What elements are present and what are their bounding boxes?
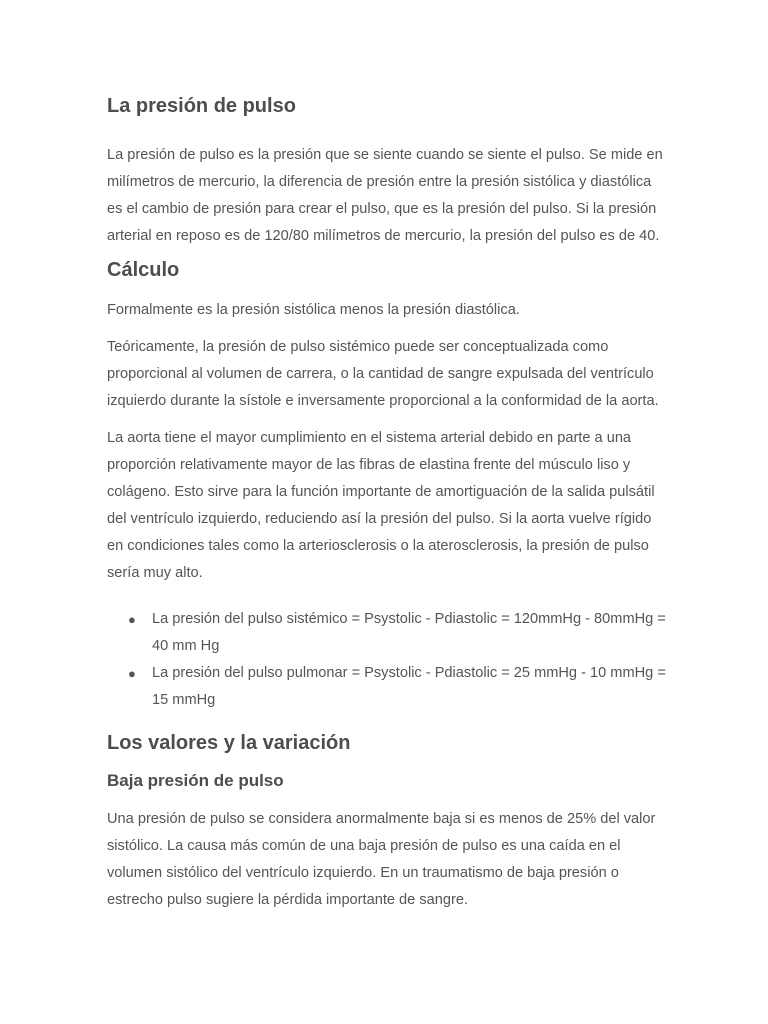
valores-paragraph-1: Una presión de pulso se considera anormalmente baja si es menos de 25% del valor sistólico. La causa más común de una baja presión de pulso es una caída en el volumen sistólico del ventrículo izquierdo. En un traumatismo de baja presión o estrecho pulso sugiere la pérdida importante de sangre. xyxy=(107,811,656,908)
intro-section xyxy=(107,142,667,250)
calculo-paragraph-1-wrap xyxy=(107,297,667,324)
valores-heading: Los valores y la variación xyxy=(107,732,351,754)
list-item xyxy=(128,660,667,714)
baja-subsection xyxy=(107,770,667,792)
calculo-section xyxy=(107,258,667,282)
baja-heading: Baja presión de pulso xyxy=(107,771,284,790)
bullet-icon: ● xyxy=(128,666,136,681)
calculo-paragraph-3-wrap xyxy=(107,425,667,587)
calculo-paragraph-2: Teóricamente, la presión de pulso sistémico puede ser conceptualizada como proporcional al volumen de carrera, o la cantidad de sangre expulsada del ventrículo izquierdo durante la sístole e inversamente proporcional a la conformidad de la aorta. xyxy=(107,339,659,409)
page-title: La presión de pulso xyxy=(107,95,296,117)
formula-list xyxy=(107,606,667,714)
valores-section xyxy=(107,731,667,755)
valores-paragraph-wrap xyxy=(107,806,667,914)
bullet-icon: ● xyxy=(128,612,136,627)
intro-paragraph: La presión de pulso es la presión que se siente cuando se siente el pulso. Se mide en milímetros de mercurio, la diferencia de presión entre la presión sistólica y diastólica es el cambio de presión para crear el pulso, que es la presión del pulso. Si la presión arterial en reposo es de 120/80 milímetros de mercurio, la presión del pulso es de 40. xyxy=(107,147,663,244)
calculo-paragraph-2-wrap xyxy=(107,334,667,415)
formula-list-wrap xyxy=(107,606,667,714)
calculo-heading: Cálculo xyxy=(107,259,180,281)
list-item-text: La presión del pulso sistémico = Psystolic - Pdiastolic = 120mmHg - 80mmHg = 40 mm Hg xyxy=(152,611,666,654)
calculo-paragraph-1: Formalmente es la presión sistólica menos la presión diastólica. xyxy=(107,302,520,318)
list-item-text: La presión del pulso pulmonar = Psystolic - Pdiastolic = 25 mmHg - 10 mmHg = 15 mmHg xyxy=(152,665,666,708)
calculo-paragraph-3: La aorta tiene el mayor cumplimiento en el sistema arterial debido en parte a una proporción relativamente mayor de las fibras de elastina frente del músculo liso y colágeno. Esto sirve para la función importante de amortiguación de la salida pulsátil del ventrículo izquierdo, reduciendo así la presión del pulso. Si la aorta vuelve rígido en condiciones tales como la arteriosclerosis o la aterosclerosis, la presión de pulso sería muy alto. xyxy=(107,430,655,581)
list-item xyxy=(128,606,667,660)
